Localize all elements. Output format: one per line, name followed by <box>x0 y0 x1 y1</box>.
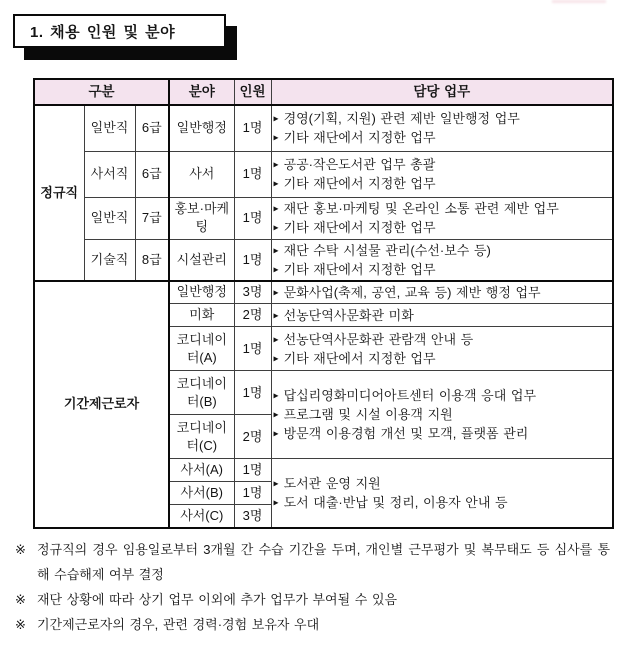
duty-text: 답십리영화미디어아트센터 이용객 응대 업무 <box>283 388 537 403</box>
header-category: 구분 <box>34 79 169 105</box>
cell-grade: 7급 <box>135 197 169 239</box>
duty-text: 기타 재단에서 지정한 업무 <box>283 350 436 366</box>
bullet-icon: ▸ <box>273 310 279 321</box>
footnotes <box>15 537 610 637</box>
page-edge-artifact <box>552 0 606 3</box>
cell-field: 사서(C) <box>169 505 234 528</box>
cell-duties <box>271 327 613 371</box>
cell-count: 1명 <box>234 197 271 239</box>
cell-duties-shared <box>271 459 613 528</box>
footnote <box>15 587 610 612</box>
footnote <box>15 612 610 637</box>
duty-text: 도서 대출·반납 및 정리, 이용자 안내 등 <box>283 494 508 510</box>
cell-count: 2명 <box>234 304 271 327</box>
bullet-icon: ▸ <box>273 428 279 440</box>
bullet-icon: ▸ <box>273 132 279 144</box>
cell-field: 미화 <box>169 304 234 327</box>
bullet-icon: ▸ <box>273 334 279 345</box>
cell-count: 1명 <box>234 371 271 415</box>
cell-job: 일반직 <box>84 197 135 239</box>
bullet-icon: ▸ <box>273 203 279 215</box>
cell-field: 홍보·마케팅 <box>169 197 234 239</box>
bullet-icon: ▸ <box>273 245 279 256</box>
bullet-icon: ▸ <box>273 409 279 421</box>
table-row <box>34 281 613 304</box>
duty-text: 기타 재단에서 지정한 업무 <box>283 176 436 191</box>
cell-duties <box>271 151 613 197</box>
duty-text: 재단 수탁 시설물 관리(수선·보수 등) <box>283 242 491 258</box>
table-header-row <box>34 79 613 105</box>
duty-text: 공공·작은도서관 업무 총괄 <box>283 157 436 172</box>
header-headcount: 인원 <box>234 79 271 105</box>
bullet-icon: ▸ <box>273 353 279 364</box>
header-field: 분야 <box>169 79 234 105</box>
bullet-icon: ▸ <box>273 159 279 171</box>
cell-field: 코디네이터(A) <box>169 327 234 371</box>
cell-count: 1명 <box>234 482 271 505</box>
cell-group-temporary: 기간제근로자 <box>34 281 169 528</box>
duty-text: 기타 재단에서 지정한 업무 <box>283 220 436 235</box>
bullet-icon: ▸ <box>273 478 279 490</box>
cell-duties <box>271 105 613 151</box>
cell-field: 사서(B) <box>169 482 234 505</box>
duty-text: 문화사업(축제, 공연, 교육 등) 제반 행정 업무 <box>283 284 541 300</box>
note-text: 기간제근로자의 경우, 관련 경력·경험 보유자 우대 <box>37 617 320 632</box>
cell-duties-shared <box>271 371 613 459</box>
cell-field: 코디네이터(C) <box>169 415 234 459</box>
bullet-icon: ▸ <box>273 113 279 125</box>
cell-duties <box>271 197 613 239</box>
cell-duties <box>271 281 613 304</box>
cell-grade: 6급 <box>135 105 169 151</box>
cell-field: 시설관리 <box>169 239 234 281</box>
duty-text: 방문객 이용경험 개선 및 모객, 플랫폼 관리 <box>283 426 529 441</box>
cell-job: 기술직 <box>84 239 135 281</box>
section-title: 1. 채용 인원 및 분야 <box>30 23 176 41</box>
bullet-icon: ▸ <box>273 497 279 509</box>
table-row <box>34 197 613 239</box>
footnote <box>15 537 610 587</box>
cell-count: 2명 <box>234 415 271 459</box>
cell-field: 사서(A) <box>169 459 234 482</box>
cell-duties <box>271 304 613 327</box>
cell-count: 3명 <box>234 505 271 528</box>
bullet-icon: ▸ <box>273 264 279 275</box>
duty-text: 경영(기획, 지원) 관련 제반 일반행정 업무 <box>283 111 520 127</box>
duty-text: 재단 홍보·마케팅 및 온라인 소통 관련 제반 업무 <box>283 201 559 216</box>
cell-job: 사서직 <box>84 151 135 197</box>
bullet-icon: ▸ <box>273 390 279 402</box>
duty-text: 선농단역사문화관 관람객 안내 등 <box>283 331 474 347</box>
cell-count: 1명 <box>234 459 271 482</box>
table-row <box>34 151 613 197</box>
cell-field: 일반행정 <box>169 105 234 151</box>
bullet-icon: ▸ <box>273 178 279 190</box>
cell-job: 일반직 <box>84 105 135 151</box>
cell-count: 1명 <box>234 239 271 281</box>
duty-text: 기타 재단에서 지정한 업무 <box>283 130 436 146</box>
section-title-box <box>13 14 226 48</box>
cell-group-regular: 정규직 <box>34 105 84 281</box>
duty-text: 프로그램 및 시설 이용객 지원 <box>283 407 453 422</box>
header-duties: 담당 업무 <box>271 79 613 105</box>
cell-count: 1명 <box>234 151 271 197</box>
cell-field: 일반행정 <box>169 281 234 304</box>
cell-field: 코디네이터(B) <box>169 371 234 415</box>
note-marker: ※ <box>15 542 26 557</box>
note-marker: ※ <box>15 617 26 632</box>
note-text: 정규직의 경우 임용일로부터 3개월 간 수습 기간을 두며, 개인별 근무평가 및 복무태도 등 심사를 통해 수습해제 여부 결정 <box>37 542 610 582</box>
cell-count: 1명 <box>234 105 271 151</box>
cell-count: 3명 <box>234 281 271 304</box>
cell-grade: 8급 <box>135 239 169 281</box>
recruitment-table <box>33 78 614 529</box>
duty-text: 기타 재단에서 지정한 업무 <box>283 261 436 277</box>
table-row <box>34 239 613 281</box>
bullet-icon: ▸ <box>273 287 279 299</box>
note-text: 재단 상황에 따라 상기 업무 이외에 추가 업무가 부여될 수 있음 <box>37 592 398 607</box>
cell-count: 1명 <box>234 327 271 371</box>
cell-field: 사서 <box>169 151 234 197</box>
duty-text: 선농단역사문화관 미화 <box>283 307 414 323</box>
note-marker: ※ <box>15 592 26 607</box>
bullet-icon: ▸ <box>273 222 279 234</box>
table-row <box>34 105 613 151</box>
cell-duties <box>271 239 613 281</box>
cell-grade: 6급 <box>135 151 169 197</box>
duty-text: 도서관 운영 지원 <box>283 475 381 491</box>
